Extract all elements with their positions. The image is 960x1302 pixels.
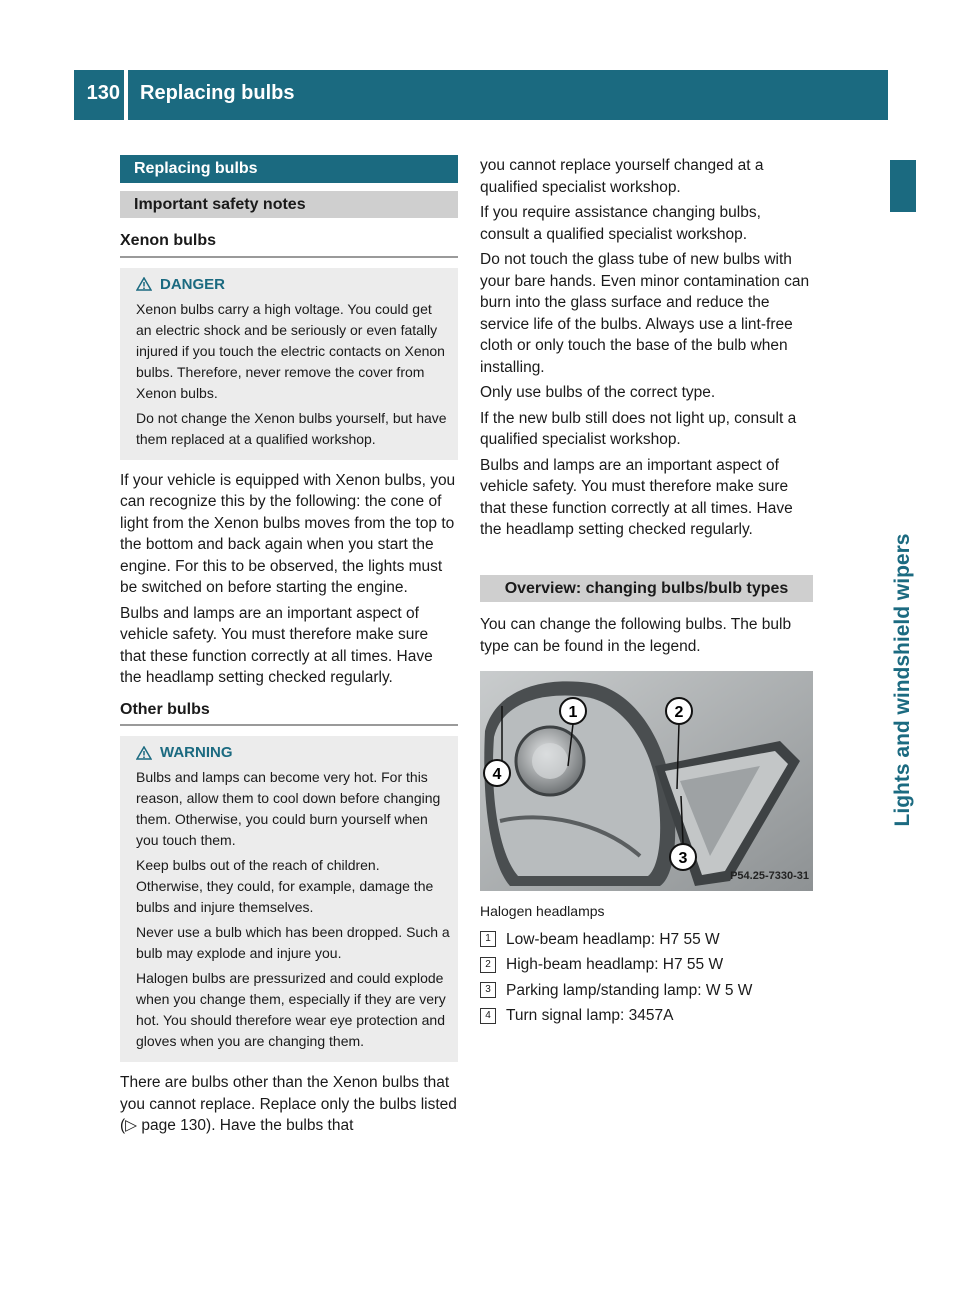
warning-box xyxy=(120,736,458,1062)
warning-label: WARNING xyxy=(160,744,233,761)
legend-item xyxy=(480,980,813,1002)
page-number: 130 xyxy=(86,82,120,104)
danger-label: DANGER xyxy=(160,275,226,293)
danger-text: Do not change the Xenon bulbs yourself, but have them replaced at a qualified workshop. xyxy=(136,409,447,447)
overview-title: Overview: changing bulbs/bulb types xyxy=(480,575,813,603)
body-paragraph: Bulbs and lamps are an important aspect of vehicle safety. You must therefore make sure that these function correctly at all times. Have the headlamp setting checked regularly. xyxy=(120,604,433,686)
figure-marker-4 xyxy=(484,760,510,786)
legend-item xyxy=(480,954,813,976)
warning-text: Bulbs and lamps can become very hot. For this reason, allow them to cool down before changing them. Otherwise, you could burn yourself when you touch them. xyxy=(136,769,441,848)
body-paragraph: Bulbs and lamps are an important aspect of vehicle safety. You must therefore make sure that these function correctly at all times. Have the headlamp setting checked regularly. xyxy=(480,456,793,538)
legend-marker: 1 xyxy=(480,931,496,947)
legend-marker: 2 xyxy=(480,957,496,973)
legend-marker: 3 xyxy=(480,982,496,998)
warning-text: Keep bulbs out of the reach of children. Otherwise, they could, for example, damage the bulbs and injure themselves. xyxy=(136,857,434,915)
figure-marker-3 xyxy=(670,844,696,870)
figure-marker-1 xyxy=(560,698,586,724)
legend-text: Turn signal lamp: 3457A xyxy=(506,1007,674,1024)
warning-text: Halogen bulbs are pressurized and could explode when you change them, especially if they are very hot. You should therefore wear eye protection and gloves when you are changing them. xyxy=(136,970,446,1049)
left-column xyxy=(120,155,458,1141)
svg-text:2: 2 xyxy=(674,704,684,721)
body-paragraph: If the new bulb still does not light up, consult a qualified specialist workshop. xyxy=(480,409,797,448)
page-number-box xyxy=(74,70,124,120)
legend-item xyxy=(480,929,813,951)
danger-title xyxy=(136,274,450,295)
right-column xyxy=(480,155,813,1031)
body-paragraph: If your vehicle is equipped with Xenon bulbs, you can recognize this by the following: the cone of light from the Xenon bulbs moves from the top to the bottom and back again when you start the engine. For this to be observed, the lights must be switched on before starting the engine. xyxy=(120,471,456,596)
figure-code: P54.25-7330-31 xyxy=(730,869,809,882)
warning-triangle-icon xyxy=(136,746,152,760)
chapter-tab-marker xyxy=(890,160,916,212)
danger-text: Xenon bulbs carry a high voltage. You could get an electric shock and be seriously or even fatally injured if you touch the electric contacts on Xenon bulbs. Therefore, never remove the cover from Xenon bulbs. xyxy=(136,300,445,401)
warning-text: Never use a bulb which has been dropped. Such a bulb may explode and injure you. xyxy=(136,924,450,961)
xenon-heading: Xenon bulbs xyxy=(120,230,458,258)
legend-marker: 4 xyxy=(480,1008,496,1024)
body-paragraph: you cannot replace yourself changed at a qualified specialist workshop. xyxy=(480,157,764,196)
warning-triangle-icon xyxy=(136,277,152,291)
headlamp-illustration xyxy=(480,671,813,891)
legend-text: Parking lamp/standing lamp: W 5 W xyxy=(506,981,753,999)
figure-marker-2 xyxy=(666,698,692,724)
legend-text: High-beam headlamp: H7 55 W xyxy=(506,956,724,973)
page-title: Replacing bulbs xyxy=(140,82,295,104)
subsection-title: Important safety notes xyxy=(120,191,458,219)
header-bar xyxy=(128,70,888,120)
svg-text:1: 1 xyxy=(568,704,578,721)
danger-box xyxy=(120,268,458,460)
body-paragraph: Do not touch the glass tube of new bulbs with your bare hands. Even minor contamination can burn into the glass surface and reduce the service life of the bulbs. Always use a lint-free cloth or only touch the base of the bulb when installing. xyxy=(480,251,810,376)
legend-text: Low-beam headlamp: H7 55 W xyxy=(506,930,720,948)
svg-text:4: 4 xyxy=(492,766,502,783)
section-title: Replacing bulbs xyxy=(120,155,458,183)
body-paragraph: Only use bulbs of the correct type. xyxy=(480,384,716,401)
body-paragraph: There are bulbs other than the Xenon bulbs that you cannot replace. Replace only the bulbs listed (▷ page 130). Have the bulbs that xyxy=(120,1074,457,1134)
svg-text:3: 3 xyxy=(678,850,688,867)
chapter-label: Lights and windshield wipers xyxy=(891,533,914,827)
legend-item xyxy=(480,1005,813,1027)
figure-caption: Halogen headlamps xyxy=(480,903,605,919)
overview-intro: You can change the following bulbs. The bulb type can be found in the legend. xyxy=(480,616,792,655)
warning-title xyxy=(136,742,450,763)
body-paragraph: If you require assistance changing bulbs, consult a qualified specialist workshop. xyxy=(480,204,761,243)
other-bulbs-heading: Other bulbs xyxy=(120,699,458,727)
headlamp-figure xyxy=(480,671,813,891)
